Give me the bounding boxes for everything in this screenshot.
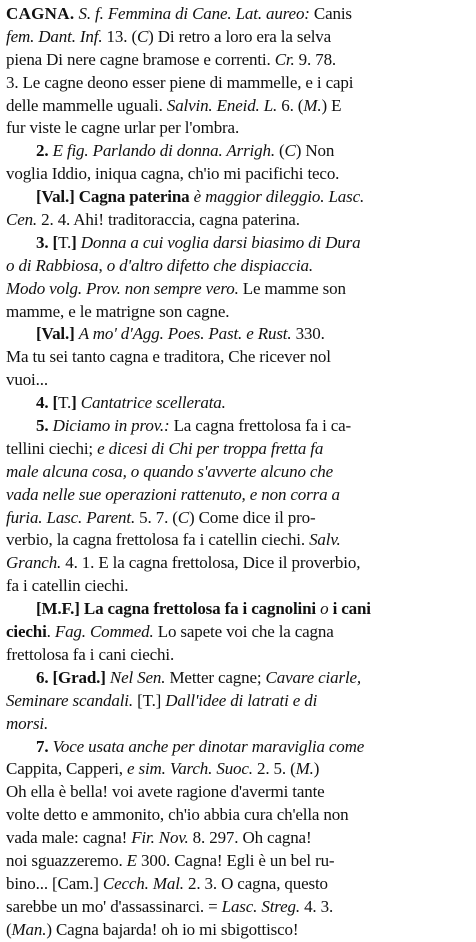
text-run: M. (295, 759, 314, 779)
text-run: 8. 297. Oh cagna! (188, 828, 312, 848)
text-run: Nel Sen. (109, 667, 166, 687)
text-run: C (136, 26, 149, 46)
text-run: Cen. (6, 210, 38, 230)
entry-line (6, 919, 468, 942)
text-run: Modo volg. Prov. non sempre vero. (6, 278, 239, 298)
entry-line (6, 278, 468, 301)
entry-line (6, 713, 468, 736)
text-run: C (284, 141, 296, 161)
entry-line (6, 392, 468, 415)
text-run: Granch. (6, 553, 62, 573)
text-run: 4. 3. (299, 896, 334, 916)
text-run: M. (303, 95, 322, 115)
text-run: 3. Le cagne deono esser piene di mammelle, e i capi (6, 72, 354, 92)
text-run: vada male: cagna! (6, 828, 132, 848)
entry-line (6, 896, 468, 919)
text-run: Cantatrice scellerata. (80, 393, 226, 413)
text-run: 2. 4. Ahi! traditoraccia, cagna paterina. (37, 210, 300, 230)
text-run: noi sguazzeremo. (6, 850, 127, 870)
entry-line (6, 804, 468, 827)
text-run: bino... [Cam.] (6, 873, 103, 893)
entry-line (6, 323, 468, 346)
text-run: 9. 78. (294, 49, 337, 69)
entry-line (6, 3, 468, 26)
text-run: 7. (36, 736, 53, 756)
entry-line (6, 736, 468, 759)
text-run: E fig. Parlando di donna. Arrigh. (52, 141, 275, 161)
text-run: Seminare scandali. (6, 690, 133, 710)
text-run: 4. [ (36, 393, 59, 413)
text-run: furia. Lasc. Parent. (6, 507, 136, 527)
text-run: o (320, 599, 329, 619)
text-run: fem. Dant. Inf. (6, 26, 103, 46)
text-run: La cagna frettolosa fa i ca- (169, 416, 352, 436)
text-run: ( (274, 141, 285, 161)
text-run: 13. ( (102, 26, 137, 46)
text-run: fa i catellin ciechi. (6, 576, 129, 596)
text-run: Lo sapete voi che la cagna (153, 622, 334, 642)
entry-line (6, 621, 468, 644)
text-run: sarebbe un mo' d'assassinarci. = (6, 896, 222, 916)
text-run: ) Di retro a loro era la selva (148, 26, 332, 46)
text-run: Cecch. Mal. (102, 873, 184, 893)
text-run: volte detto e ammonito, ch'io abbia cura ch'ella non (6, 805, 349, 825)
text-run: Salv. (309, 530, 341, 550)
text-run: 5. (36, 416, 53, 436)
entry-line (6, 117, 468, 140)
text-run: 2. 3. O cagna, questo (183, 873, 328, 893)
text-run: Salvin. Eneid. L. (166, 95, 278, 115)
entry-line (6, 690, 468, 713)
text-run: Fag. Commed. (54, 622, 154, 642)
text-run: tellini ciechi; (6, 438, 98, 458)
text-run: voglia Iddio, iniqua cagna, ch'io mi pacifichi teco. (6, 164, 340, 184)
text-run: Le mamme son (238, 278, 346, 298)
text-run: ciechi (6, 622, 47, 642)
text-run: Diciamo in prov.: (52, 416, 170, 436)
text-run: male alcuna cosa, o quando s'avverte alcuno che (6, 461, 334, 481)
text-run: Ma tu sei tanto cagna e traditora, Che ricever nol (6, 347, 331, 367)
text-run: [M.F.] La cagna frettolosa fa i cagnolini (36, 599, 316, 619)
entry-line (6, 552, 468, 575)
text-run: ) Come dice il pro- (189, 507, 316, 527)
text-run: Cr. (274, 49, 295, 69)
entry-line (6, 140, 468, 163)
text-run: 300. Cagna! Egli è un bel ru- (136, 850, 335, 870)
text-run: E (126, 850, 137, 870)
entry-line (6, 346, 468, 369)
text-run: . (46, 622, 55, 642)
text-run: Lasc. Streg. (221, 896, 300, 916)
text-run: Fir. Nov. (131, 828, 189, 848)
text-run: 330. (291, 324, 325, 344)
entry-line (6, 26, 468, 49)
entry-cagna (6, 3, 468, 942)
text-run: [Val.] (36, 187, 79, 207)
text-run: mamme, e le matrigne son cagne. (6, 301, 230, 321)
text-run: 6. ( (277, 95, 304, 115)
text-run: o di Rabbiosa (6, 255, 99, 275)
entry-line (6, 873, 468, 896)
text-run: 2. 5. ( (252, 759, 296, 779)
text-run: S. f. Femmina di Cane. Lat. aureo: (78, 4, 310, 23)
entry-line (6, 255, 468, 278)
text-run: CAGNA. (6, 4, 75, 23)
text-run: Dall'idee di latrati e di (165, 690, 318, 710)
text-run: vada nelle sue operazioni rattenuto, e non corra a (6, 484, 340, 504)
entry-line (6, 415, 468, 438)
text-run: 2. (36, 141, 53, 161)
text-run: C (177, 507, 189, 527)
text-run: , (98, 255, 107, 275)
text-run: Metter cagne; (165, 667, 266, 687)
text-run: verbio, la cagna frettolosa fa i catellin ciechi. (6, 530, 310, 550)
entry-line (6, 163, 468, 186)
entry-line (6, 209, 468, 232)
entry-line (6, 827, 468, 850)
entry-line (6, 49, 468, 72)
text-run: Cavare ciarle, (265, 667, 362, 687)
entry-line (6, 186, 468, 209)
text-run: 3. [ (36, 232, 59, 252)
entry-line (6, 575, 468, 598)
entry-line (6, 484, 468, 507)
text-run: Man. (11, 919, 47, 939)
entry-line (6, 232, 468, 255)
text-run: 4. 1. E la cagna frettolosa, Dice il proverbio, (61, 553, 361, 573)
text-run: 5. 7. ( (135, 507, 178, 527)
text-run: vuoi... (6, 370, 48, 390)
text-run: ) Cagna bajarda! oh io mi sbigottisco! (46, 919, 299, 939)
text-run: 6. [Grad.] (36, 667, 110, 687)
text-run: morsi. (6, 713, 49, 733)
entry-line (6, 507, 468, 530)
text-run: [Val.] (36, 324, 79, 344)
entry-line (6, 781, 468, 804)
text-run: Donna a cui voglia darsi biasimo di Dura (80, 232, 361, 252)
entry-line (6, 644, 468, 667)
text-run: ] (71, 393, 77, 413)
text-run: ) E (321, 95, 342, 115)
text-run: Canis (309, 4, 352, 23)
entry-line (6, 598, 468, 621)
entry-line (6, 850, 468, 873)
text-run: e dicesi di Chi per troppa fretta fa (97, 438, 324, 458)
entry-line (6, 529, 468, 552)
text-run: T. (58, 393, 72, 413)
text-run: i cani (332, 599, 371, 619)
text-run: e sim. Varch. Suoc. (127, 759, 253, 779)
entry-line (6, 461, 468, 484)
entry-line (6, 369, 468, 392)
text-run: o d'altro difetto che dispiaccia. (106, 255, 313, 275)
entry-line (6, 667, 468, 690)
text-run: è maggior dileggio. Lasc. (193, 187, 365, 207)
entry-line (6, 438, 468, 461)
text-run: Voce usata anche per dinotar maraviglia come (52, 736, 365, 756)
text-run: ] (71, 232, 77, 252)
text-run: ) (313, 759, 320, 779)
entry-line (6, 72, 468, 95)
text-run: ( (6, 919, 12, 939)
text-run: A mo' d'Agg. Poes. Past. e Rust. (78, 324, 292, 344)
entry-line (6, 758, 468, 781)
entry-line (6, 301, 468, 324)
text-run: Cagna paterina (78, 187, 190, 207)
entry-line (6, 95, 468, 118)
text-run: delle mammelle uguali. (6, 95, 167, 115)
text-run: [T.] (132, 690, 166, 710)
text-run: frettolosa fa i cani ciechi. (6, 644, 175, 664)
text-run: Cappita, Capperi, (6, 759, 127, 779)
text-run: ) Non (295, 141, 335, 161)
text-run: Oh ella è bella! voi avete ragione d'avermi tante (6, 782, 325, 802)
text-run: T. (58, 232, 72, 252)
text-run: fur viste le cagne urlar per l'ombra. (6, 118, 240, 138)
text-run: piena Di nere cagne bramose e correnti. (6, 49, 275, 69)
